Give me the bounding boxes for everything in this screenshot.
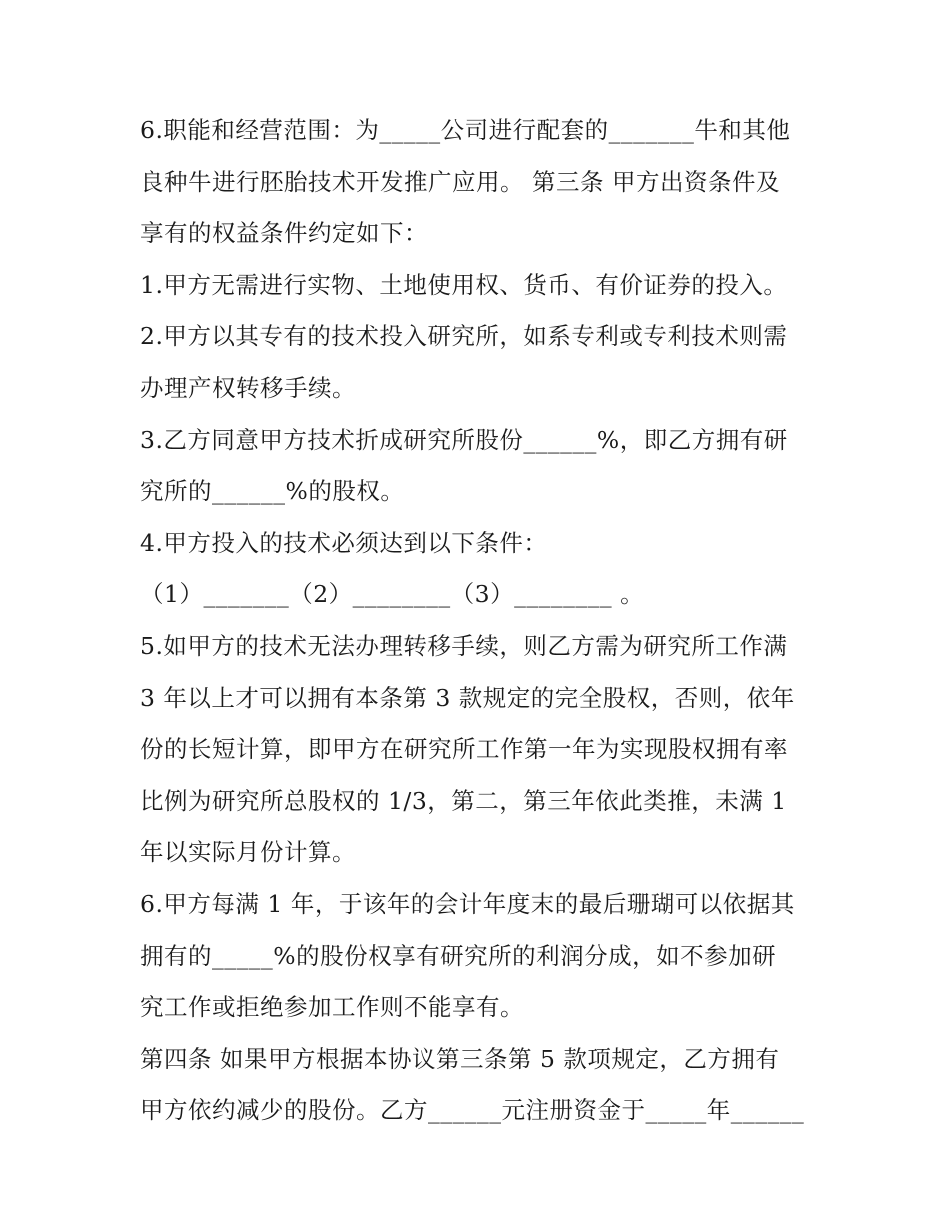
text-line: 1.甲方无需进行实物、土地使用权、货币、有价证券的投入。 bbox=[140, 270, 788, 299]
text-line: 办理产权转移手续。 bbox=[140, 373, 356, 402]
text-line: 3 年以上才可以拥有本条第 3 款规定的完全股权，否则，依年 bbox=[140, 683, 795, 712]
text-line: 究所的______%的股权。 bbox=[140, 477, 405, 506]
text-line: 6.甲方每满 1 年，于该年的会计年度末的最后珊瑚可以依据其 bbox=[140, 889, 795, 918]
text-line: 2.甲方以其专有的技术投入研究所，如系专利或专利技术则需 bbox=[140, 322, 788, 351]
text-line: 6.职能和经营范围：为_____公司进行配套的_______牛和其他 bbox=[140, 116, 791, 144]
document-body bbox=[140, 105, 820, 1137]
text-line: 比例为研究所总股权的 1/3，第二，第三年依此类推，未满 1 bbox=[140, 786, 787, 815]
text-line: 第四条 如果甲方根据本协议第三条第 5 款项规定，乙方拥有 bbox=[140, 1044, 780, 1073]
text-line: 4.甲方投入的技术必须达到以下条件： bbox=[140, 528, 548, 557]
text-line: 3.乙方同意甲方技术折成研究所股份______%，即乙方拥有研 bbox=[140, 425, 788, 454]
text-line: 享有的权益条件约定如下： bbox=[140, 219, 428, 248]
text-line: 份的长短计算，即甲方在研究所工作第一年为实现股权拥有率 bbox=[140, 735, 788, 764]
text-line: （1）_______（2）________（3）________ 。 bbox=[140, 580, 645, 609]
text-line: 究工作或拒绝参加工作则不能享有。 bbox=[140, 993, 524, 1022]
text-line: 良种牛进行胚胎技术开发推广应用。 第三条 甲方出资条件及 bbox=[140, 167, 780, 196]
text-line: 甲方依约减少的股份。乙方______元注册资金于_____年______ bbox=[140, 1096, 805, 1125]
text-line: 年以实际月份计算。 bbox=[140, 838, 356, 867]
text-line: 拥有的_____%的股份权享有研究所的利润分成，如不参加研 bbox=[140, 941, 777, 970]
text-line: 5.如甲方的技术无法办理转移手续，则乙方需为研究所工作满 bbox=[140, 631, 788, 660]
